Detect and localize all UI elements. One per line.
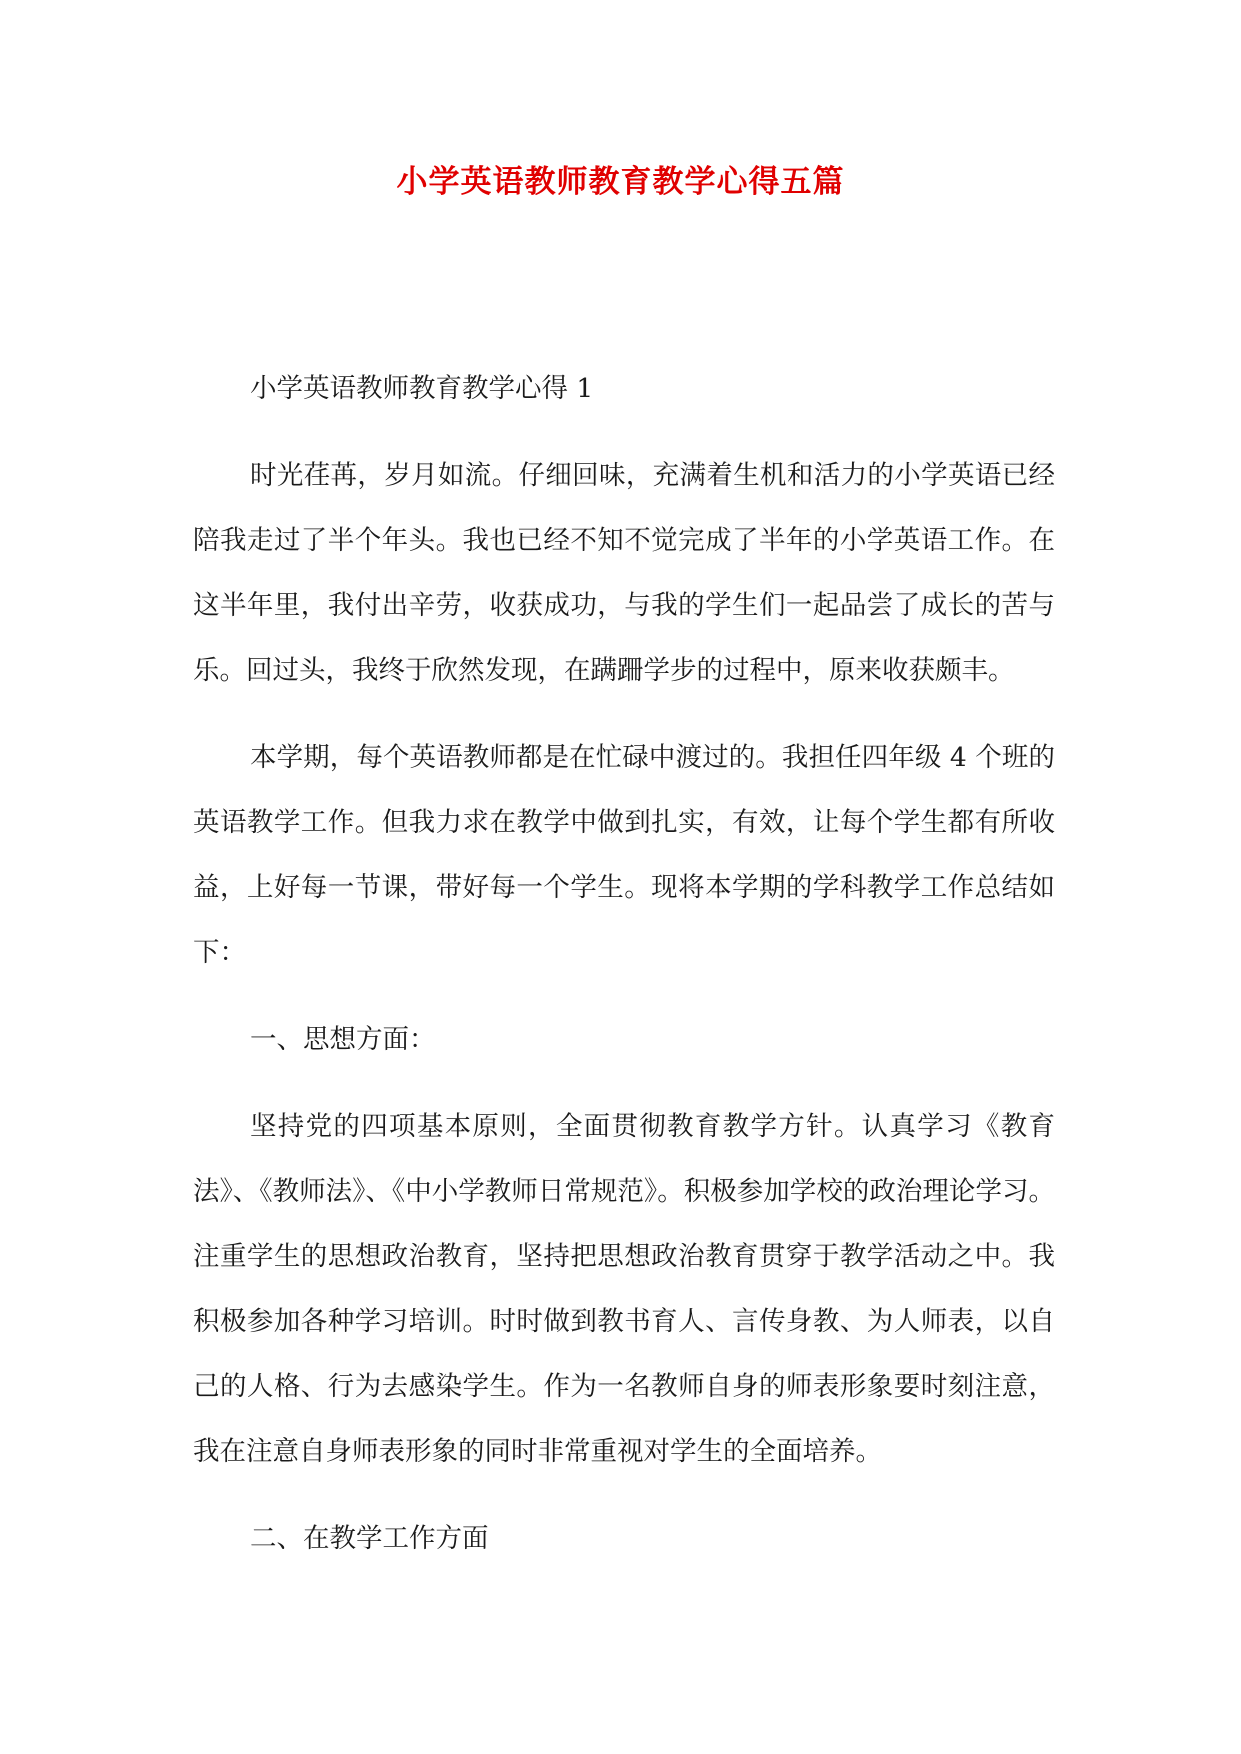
paragraph-intro: 时光荏苒，岁月如流。仔细回味，充满着生机和活力的小学英语已经陪我走过了半个年头。我也已经不知不觉完成了半年的小学英语工作。在这半年里，我付出辛劳，收获成功，与我的学生们一起品尝了成长的苦与乐。回过头，我终于欣然发现，在蹒跚学步的过程中，原来收获颇丰。 bbox=[193, 460, 1055, 686]
paragraph-semester: 本学期，每个英语教师都是在忙碌中渡过的。我担任四年级 4 个班的英语教学工作。但我力求在教学中做到扎实，有效，让每个学生都有所收益，上好每一节课，带好每一个学生。现将本学期的学科教学工作总结如下： bbox=[193, 742, 1055, 968]
document-title: 小学英语教师教育教学心得五篇 bbox=[396, 164, 845, 200]
paragraph-thought: 坚持党的四项基本原则，全面贯彻教育教学方针。认真学习《教育法》、《教师法》、《中小学教师日常规范》。积极参加学校的政治理论学习。注重学生的思想政治教育，坚持把思想政治教育贯穿于教学活动之中。我积极参加各种学习培训。时时做到教书育人、言传身教、为人师表，以自己的人格、行为去感染学生。作为一名教师自身的师表形象要时刻注意，我在注意自身师表形象的同时非常重视对学生的全面培养。 bbox=[193, 1111, 1055, 1467]
document-body bbox=[193, 356, 1055, 1593]
subheading-teaching: 二、在教学工作方面 bbox=[250, 1523, 489, 1554]
subheading-thought: 一、思想方面： bbox=[250, 1024, 436, 1055]
section-heading-1: 小学英语教师教育教学心得 1 bbox=[250, 373, 594, 404]
